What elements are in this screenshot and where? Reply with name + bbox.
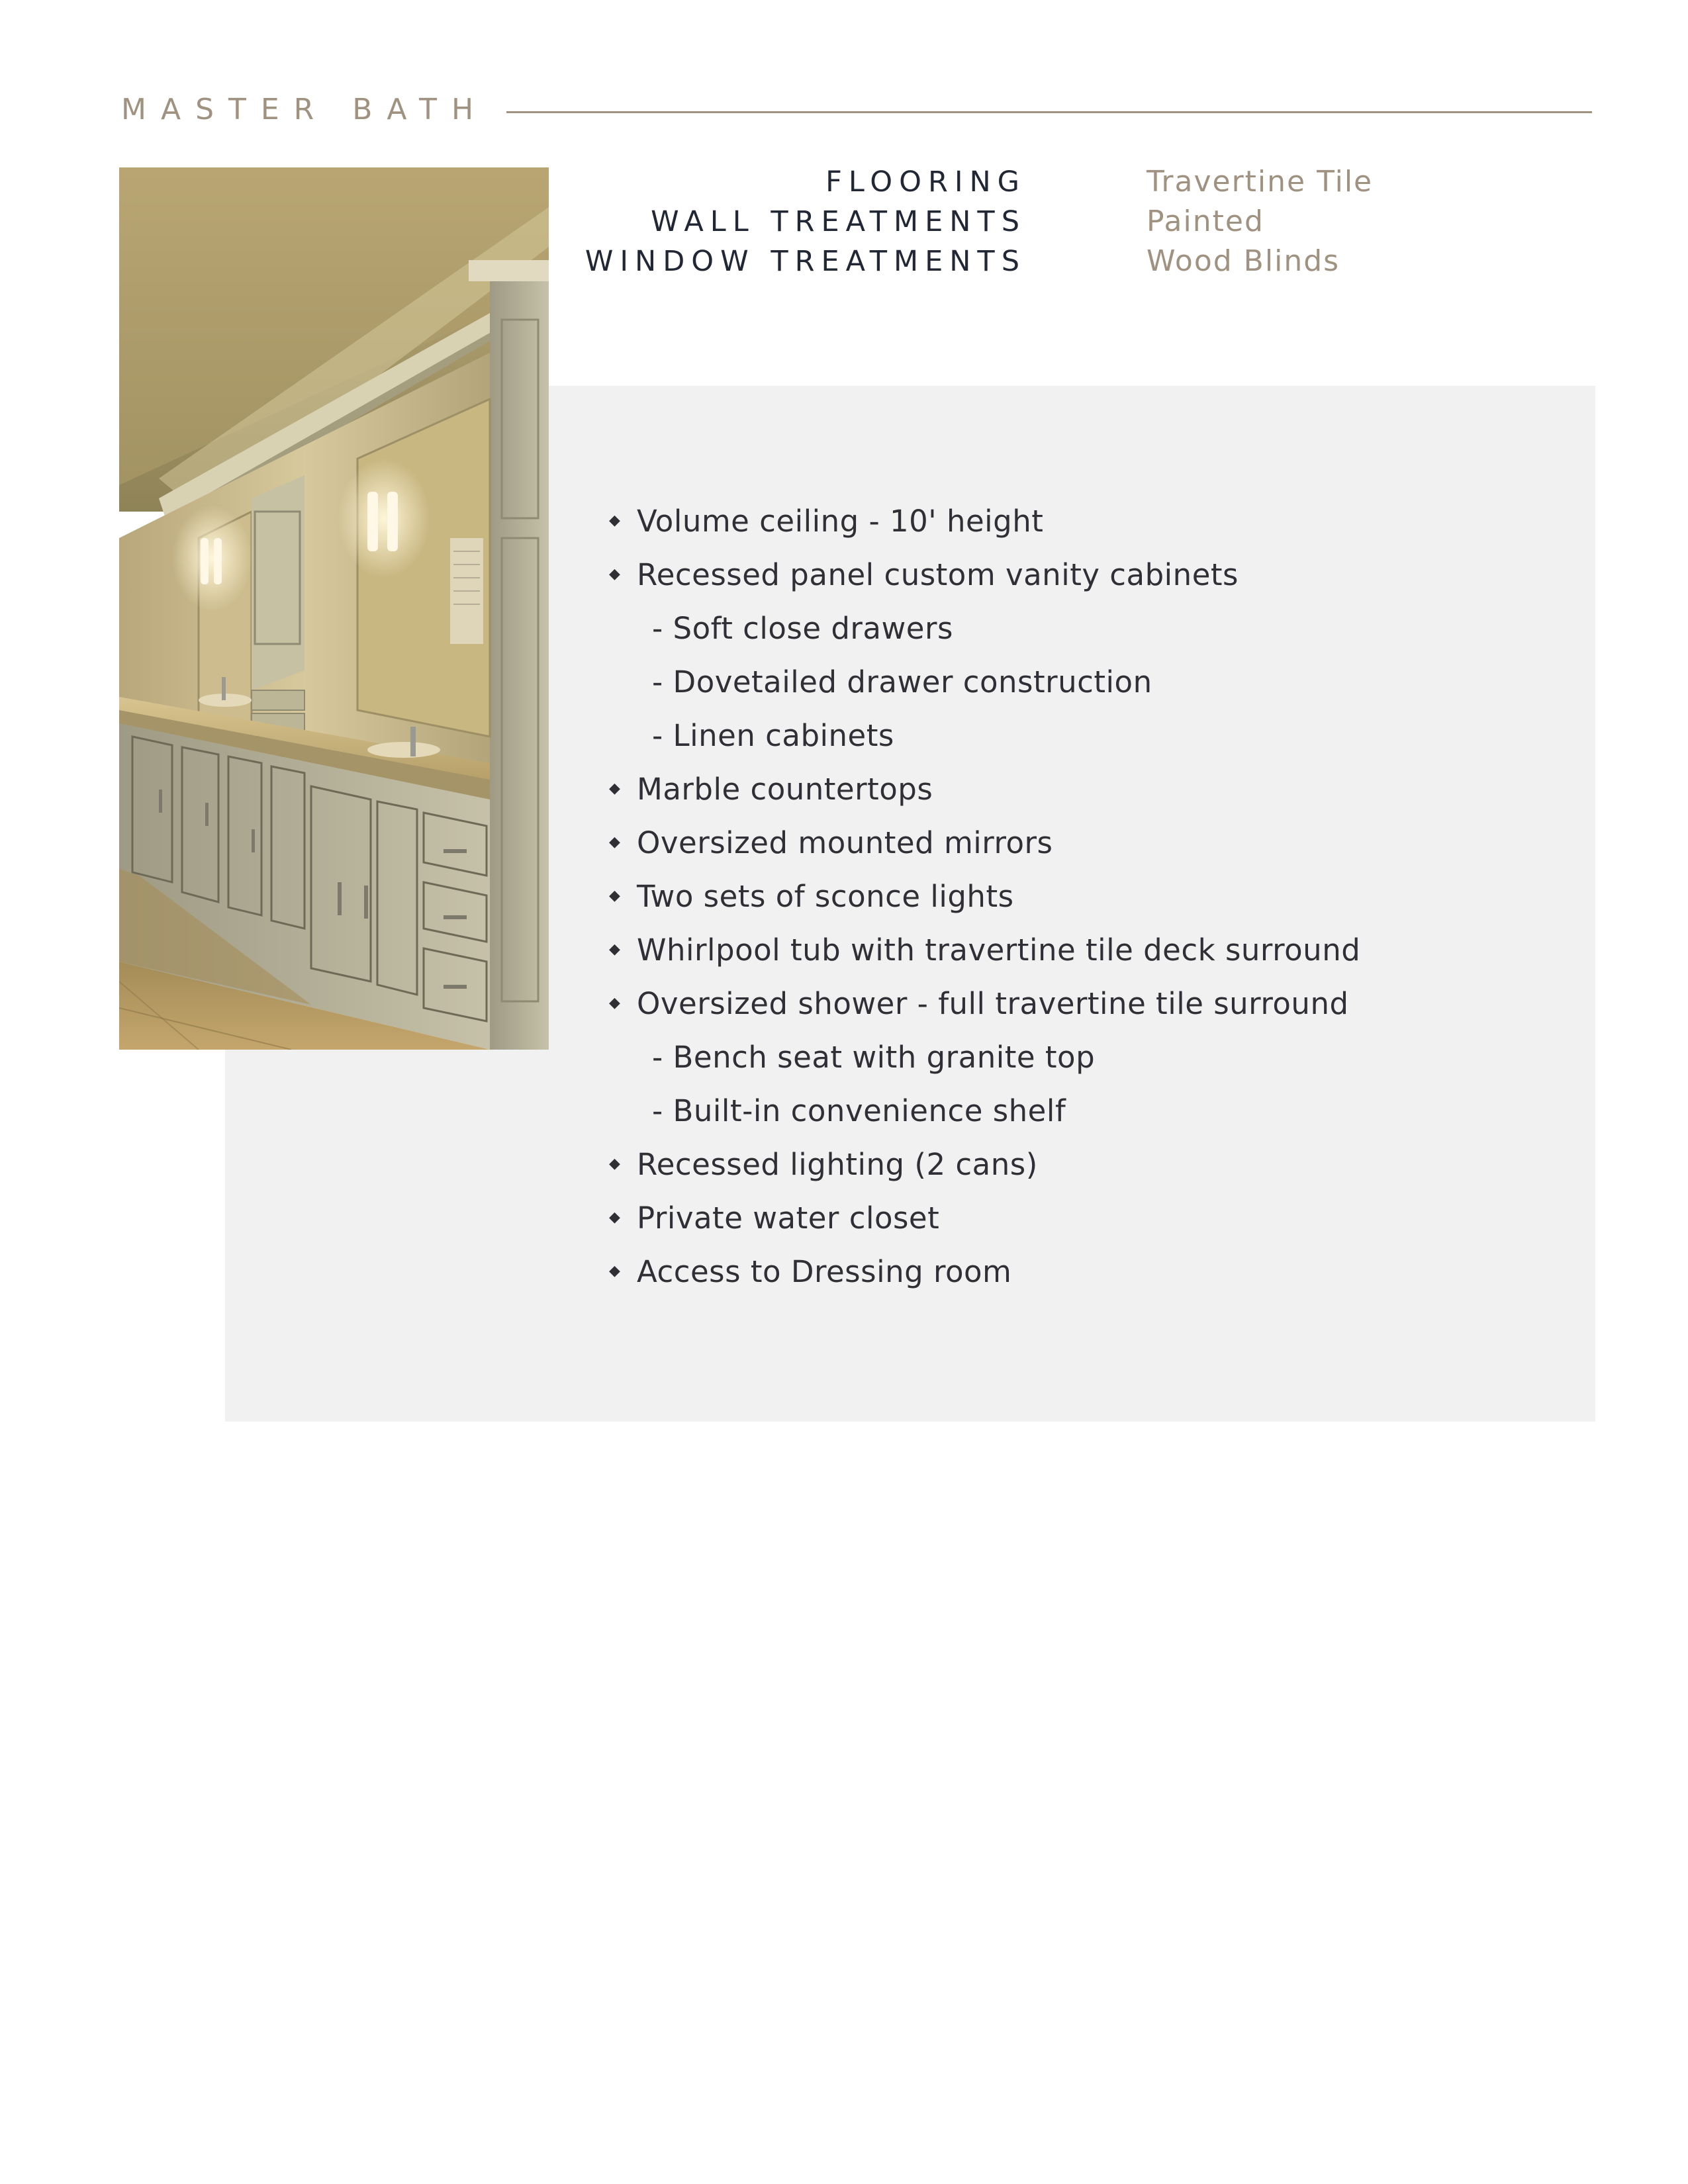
section-title: MASTER BATH	[121, 93, 489, 126]
spec-label: FLOORING	[825, 165, 1026, 199]
spec-row-flooring	[583, 162, 1575, 202]
sub-list-item: - Bench seat with granite top	[652, 1040, 1096, 1075]
list-item: ◆ Oversized mounted mirrors	[609, 823, 1053, 865]
list-item: ◆ Whirlpool tub with travertine tile deck surround	[609, 931, 1360, 972]
bullet-icon: ◆	[609, 1209, 621, 1226]
spec-label: WINDOW TREATMENTS	[585, 245, 1026, 278]
spec-value: Wood Blinds	[1147, 244, 1340, 278]
list-item: ◆ Access to Dressing room	[609, 1252, 1011, 1294]
spec-value: Painted	[1147, 205, 1264, 238]
bullet-icon: ◆	[609, 995, 621, 1011]
sub-list-item: - Linen cabinets	[652, 718, 894, 753]
bullet-icon: ◆	[609, 1156, 621, 1172]
bullet-icon: ◆	[609, 780, 621, 797]
list-item: ◆ Two sets of sconce lights	[609, 877, 1014, 919]
bullet-icon: ◆	[609, 941, 621, 958]
spec-label: WALL TREATMENTS	[651, 205, 1026, 238]
list-item: ◆ Recessed panel custom vanity cabinets	[609, 555, 1239, 597]
list-item: ◆ Private water closet	[609, 1199, 939, 1240]
master-bath-photo	[119, 167, 549, 1050]
list-item: ◆ Recessed lighting (2 cans)	[609, 1145, 1038, 1187]
bullet-icon: ◆	[609, 512, 621, 529]
bullet-icon: ◆	[609, 887, 621, 904]
header-divider	[506, 111, 1592, 113]
spec-value: Travertine Tile	[1147, 165, 1374, 199]
list-item: ◆ Oversized shower - full travertine tile surround	[609, 984, 1349, 1026]
bullet-icon: ◆	[609, 566, 621, 582]
list-item: ◆ Volume ceiling - 10' height	[609, 502, 1043, 543]
spec-row-wall-treatments	[583, 202, 1575, 242]
spec-row-window-treatments	[583, 242, 1575, 281]
list-item: ◆ Marble countertops	[609, 770, 933, 811]
bullet-icon: ◆	[609, 1263, 621, 1279]
sub-list-item: - Dovetailed drawer construction	[652, 664, 1152, 700]
sub-list-item: - Built-in convenience shelf	[652, 1093, 1066, 1128]
sub-list-item: - Soft close drawers	[652, 611, 953, 646]
bullet-icon: ◆	[609, 834, 621, 850]
specs-table	[583, 162, 1575, 281]
